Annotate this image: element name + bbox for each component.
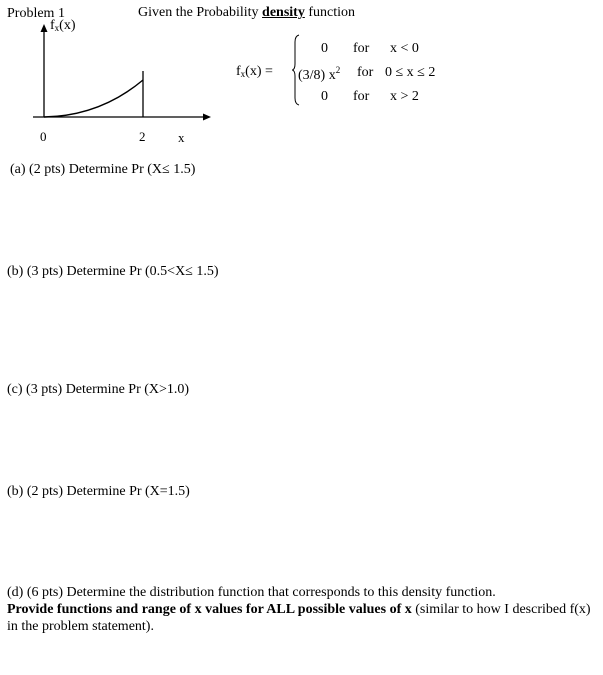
statement-bold-word: density xyxy=(262,5,305,20)
case-3-condition: x > 2 xyxy=(390,89,419,104)
question-c: (c) (3 pts) Determine Pr (X>1.0) xyxy=(7,382,190,397)
function-lhs: $f_x(x)$ = xyxy=(236,64,273,79)
question-d xyxy=(7,584,599,635)
case-1-for: for xyxy=(353,41,370,56)
case-2-value: (3/8) $x^2$ xyxy=(298,65,341,83)
x-axis-label: x xyxy=(178,130,185,145)
statement-suffix: function xyxy=(304,5,355,20)
y-axis-arrow xyxy=(41,24,48,32)
case-2-for: for xyxy=(357,65,374,80)
case-3-value: 0 xyxy=(321,89,328,104)
case-1-condition: x < 0 xyxy=(390,41,419,56)
y-axis-label: $f_x(x)$ xyxy=(50,18,76,33)
density-graph xyxy=(0,0,230,160)
x-axis-arrow xyxy=(203,114,211,121)
density-curve xyxy=(44,80,143,117)
question-a: (a) (2 pts) Determine Pr (X≤ 1.5) xyxy=(10,162,196,177)
tick-label-zero: 0 xyxy=(40,129,47,144)
case-2-condition: 0 ≤ x ≤ 2 xyxy=(385,65,436,80)
problem-label: Problem 1 xyxy=(7,6,65,21)
tick-label-two: 2 xyxy=(139,129,146,144)
case-3-for: for xyxy=(353,89,370,104)
question-d-line1: (d) (6 pts) Determine the distribution function that corresponds to this density function. xyxy=(7,585,496,600)
statement-prefix: Given the Probability xyxy=(138,5,263,20)
question-b: (b) (3 pts) Determine Pr (0.5<X≤ 1.5) xyxy=(7,264,219,279)
question-b2: (b) (2 pts) Determine Pr (X=1.5) xyxy=(7,484,190,499)
question-d-bold: Provide functions and range of x values for ALL possible values of x xyxy=(7,602,412,617)
question-d-rest: (similar to how I described f(x) in the problem statement). xyxy=(7,602,591,634)
case-1-value: 0 xyxy=(321,41,328,56)
